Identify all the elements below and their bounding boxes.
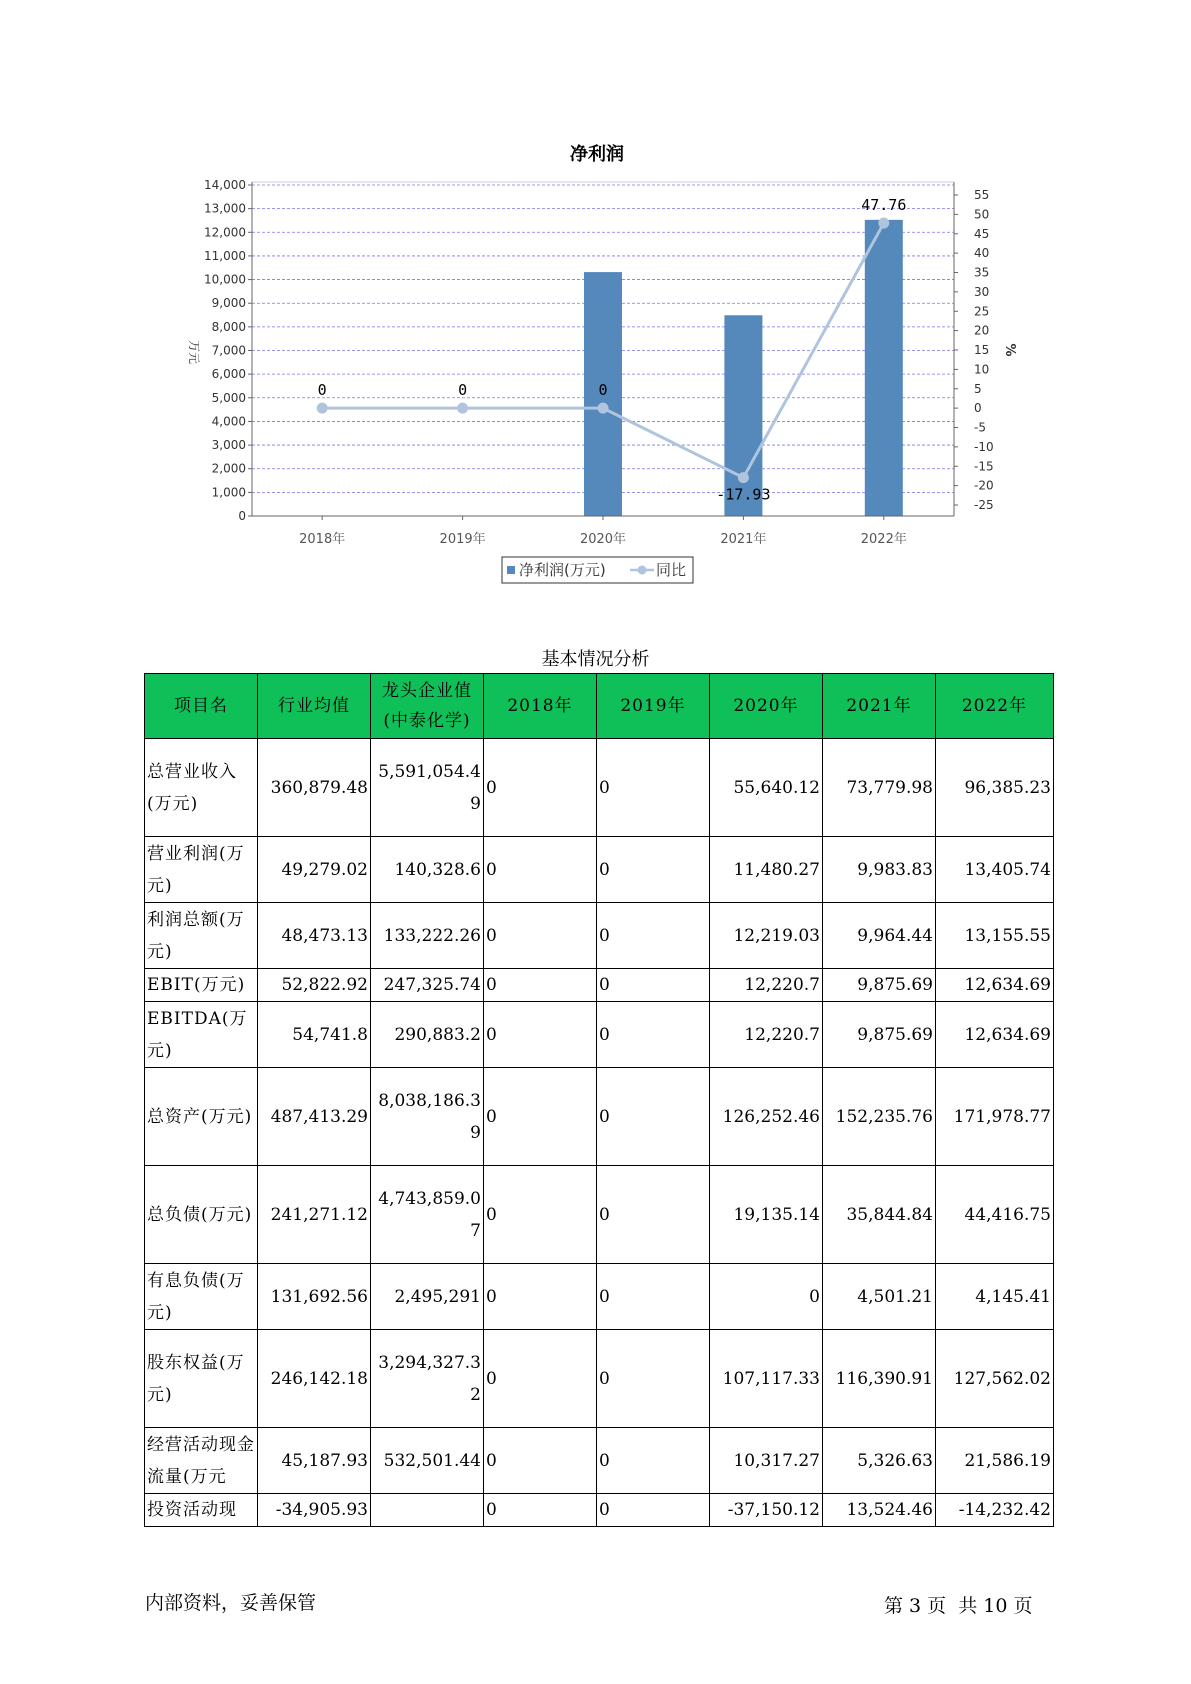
table-cell: 35,844.84 xyxy=(823,1166,936,1264)
y-tick-label: 1,000 xyxy=(211,485,246,500)
y-tick-label: 14,000 xyxy=(204,178,246,192)
y2-tick-label: -25 xyxy=(974,498,994,512)
table-cell: 12,220.7 xyxy=(710,1002,823,1068)
table-cell xyxy=(371,1494,484,1527)
y2-tick-label: 15 xyxy=(974,343,990,357)
table-cell: 54,741.8 xyxy=(258,1002,371,1068)
y-tick-label: 9,000 xyxy=(211,296,246,311)
table-cell: 0 xyxy=(597,1068,710,1166)
table-cell: 126,252.46 xyxy=(710,1068,823,1166)
y-tick-label: 12,000 xyxy=(204,225,246,240)
table-cell: 290,883.2 xyxy=(371,1002,484,1068)
table-cell: 133,222.26 xyxy=(371,903,484,969)
chart-title: 净利润 xyxy=(570,144,624,165)
yoy-data-label: 0 xyxy=(317,381,327,400)
table-cell: 107,117.33 xyxy=(710,1330,823,1428)
table-cell: 52,822.92 xyxy=(258,969,371,1002)
table-cell: 0 xyxy=(597,1166,710,1264)
y-tick-label: 8,000 xyxy=(211,319,246,334)
table-cell: 49,279.02 xyxy=(258,837,371,903)
table-cell: 0 xyxy=(484,1264,597,1330)
row-label-cell: 有息负债(万元) xyxy=(145,1264,258,1330)
table-row xyxy=(145,1002,1054,1068)
table-cell: 0 xyxy=(597,1002,710,1068)
table-cell: 48,473.13 xyxy=(258,903,371,969)
table-cell: 4,501.21 xyxy=(823,1264,936,1330)
yoy-data-label: 0 xyxy=(598,381,608,400)
table-cell: 0 xyxy=(484,1330,597,1428)
y2-tick-label: 40 xyxy=(974,246,990,261)
table-header-cell: 2020年 xyxy=(710,674,823,739)
table-cell: 12,634.69 xyxy=(936,1002,1054,1068)
y2-tick-label: -10 xyxy=(974,439,994,454)
y-tick-label: 5,000 xyxy=(211,390,246,405)
table-header-cell: 2018年 xyxy=(484,674,597,739)
row-label-cell: 股东权益(万元) xyxy=(145,1330,258,1428)
table-cell: 0 xyxy=(597,1264,710,1330)
y2-axis-title: % xyxy=(1002,343,1017,357)
row-label-cell: 投资活动现 xyxy=(145,1494,258,1527)
table-cell: 10,317.27 xyxy=(710,1428,823,1494)
table-cell: 13,405.74 xyxy=(936,837,1054,903)
table-cell: 360,879.48 xyxy=(258,739,371,837)
table-cell: 45,187.93 xyxy=(258,1428,371,1494)
table-cell: 0 xyxy=(597,903,710,969)
y-axis-title: 万元 xyxy=(187,339,201,365)
table-cell: 13,524.46 xyxy=(823,1494,936,1527)
table-cell: 0 xyxy=(484,969,597,1002)
table-header-cell: 项目名 xyxy=(145,674,258,739)
table-cell: 4,145.41 xyxy=(936,1264,1054,1330)
table-cell: 9,875.69 xyxy=(823,969,936,1002)
legend-line-label: 同比 xyxy=(656,561,687,579)
table-cell: 9,875.69 xyxy=(823,1002,936,1068)
table-cell: 12,219.03 xyxy=(710,903,823,969)
table-cell: 0 xyxy=(597,969,710,1002)
x-tick-label: 2018年 xyxy=(299,532,346,547)
y2-tick-label: 25 xyxy=(974,304,990,319)
table-cell: -14,232.42 xyxy=(936,1494,1054,1527)
legend-line-marker xyxy=(638,566,647,575)
table-cell: 127,562.02 xyxy=(936,1330,1054,1428)
table-cell: 116,390.91 xyxy=(823,1330,936,1428)
y-tick-label: 4,000 xyxy=(211,414,246,429)
table-row xyxy=(145,903,1054,969)
y-tick-label: 6,000 xyxy=(211,367,246,382)
table-cell: -34,905.93 xyxy=(258,1494,371,1527)
table-header-cell: 2019年 xyxy=(597,674,710,739)
table-row xyxy=(145,969,1054,1002)
table-cell: 55,640.12 xyxy=(710,739,823,837)
row-label-cell: 总资产(万元) xyxy=(145,1068,258,1166)
y2-tick-label: 45 xyxy=(974,226,990,241)
y2-tick-label: 20 xyxy=(974,323,990,338)
table-header-cell: 2021年 xyxy=(823,674,936,739)
row-label-cell: 总营业收入(万元) xyxy=(145,739,258,837)
y-tick-label: 13,000 xyxy=(204,201,246,216)
table-caption: 基本情况分析 xyxy=(541,649,650,670)
footer-confidential: 内部资料，妥善保管 xyxy=(145,1592,317,1614)
table-header-cell: 龙头企业值(中泰化学) xyxy=(371,674,484,739)
table-cell: 0 xyxy=(484,1494,597,1527)
table-row xyxy=(145,1494,1054,1527)
table-cell: 0 xyxy=(710,1264,823,1330)
table-row xyxy=(145,1068,1054,1166)
table-body xyxy=(145,739,1054,1527)
table-cell: 73,779.98 xyxy=(823,739,936,837)
y2-tick-label: 35 xyxy=(974,265,990,280)
table-row xyxy=(145,1264,1054,1330)
x-tick-label: 2020年 xyxy=(579,532,627,547)
table-cell: 0 xyxy=(484,1002,597,1068)
table-cell: 0 xyxy=(597,739,710,837)
table-cell: 487,413.29 xyxy=(258,1068,371,1166)
row-label-cell: 总负债(万元) xyxy=(145,1166,258,1264)
table-cell: 12,220.7 xyxy=(710,969,823,1002)
yoy-data-label: 47.76 xyxy=(861,196,907,215)
table-cell: 171,978.77 xyxy=(936,1068,1054,1166)
yoy-point xyxy=(598,403,609,414)
y2-tick-label: 5 xyxy=(974,381,982,396)
basic-analysis-table xyxy=(144,673,1054,1527)
row-label-cell: 经营活动现金流量(万元 xyxy=(145,1428,258,1494)
table-cell: 0 xyxy=(597,1494,710,1527)
y-tick-label: 11,000 xyxy=(204,248,246,263)
table-cell: -37,150.12 xyxy=(710,1494,823,1527)
table-cell: 131,692.56 xyxy=(258,1264,371,1330)
x-tick-label: 2021年 xyxy=(720,532,767,547)
y2-tick-label: 0 xyxy=(974,401,982,416)
y-tick-label: 7,000 xyxy=(211,343,246,358)
row-label-cell: 营业利润(万元) xyxy=(145,837,258,903)
table-cell: 4,743,859.07 xyxy=(371,1166,484,1264)
table-row xyxy=(145,1166,1054,1264)
yoy-point xyxy=(457,403,468,414)
bar-series xyxy=(584,220,903,516)
yoy-point xyxy=(738,472,749,483)
table-cell: 9,983.83 xyxy=(823,837,936,903)
net-profit-bar xyxy=(865,220,903,516)
row-label-cell: EBIT(万元) xyxy=(145,969,258,1002)
table-header-row xyxy=(145,674,1054,739)
table-cell: 5,326.63 xyxy=(823,1428,936,1494)
y2-tick-label: 30 xyxy=(974,284,990,299)
table-header-cell: 行业均值 xyxy=(258,674,371,739)
table-cell: 9,964.44 xyxy=(823,903,936,969)
table-cell: 19,135.14 xyxy=(710,1166,823,1264)
table-cell: 3,294,327.32 xyxy=(371,1330,484,1428)
y-tick-label: 3,000 xyxy=(211,438,246,453)
table-cell: 152,235.76 xyxy=(823,1068,936,1166)
table-cell: 0 xyxy=(484,1166,597,1264)
table-cell: 0 xyxy=(484,903,597,969)
table-cell: 96,385.23 xyxy=(936,739,1054,837)
y2-tick-label: 50 xyxy=(974,207,990,222)
yoy-data-label: -17.93 xyxy=(716,485,771,504)
table-row xyxy=(145,1428,1054,1494)
y2-tick-label: -20 xyxy=(974,478,994,493)
footer-page-number: 第 3 页 共 10 页 xyxy=(884,1595,1033,1617)
yoy-data-label: 0 xyxy=(458,381,468,400)
table-cell: 140,328.6 xyxy=(371,837,484,903)
table-cell: 44,416.75 xyxy=(936,1166,1054,1264)
y-tick-label: 2,000 xyxy=(211,461,246,476)
table-cell: 2,495,291 xyxy=(371,1264,484,1330)
table-cell: 0 xyxy=(484,739,597,837)
chart-legend xyxy=(502,557,693,583)
table-cell: 246,142.18 xyxy=(258,1330,371,1428)
table-cell: 0 xyxy=(597,1428,710,1494)
table-row xyxy=(145,837,1054,903)
table-cell: 0 xyxy=(484,1068,597,1166)
table-cell: 241,271.12 xyxy=(258,1166,371,1264)
table-cell: 13,155.55 xyxy=(936,903,1054,969)
table-row xyxy=(145,739,1054,837)
net-profit-chart xyxy=(0,0,1191,600)
x-tick-label: 2022年 xyxy=(860,532,907,547)
table-cell: 8,038,186.39 xyxy=(371,1068,484,1166)
y2-tick-label: 10 xyxy=(974,362,990,377)
y-tick-label: 0 xyxy=(238,509,246,523)
row-label-cell: EBITDA(万元) xyxy=(145,1002,258,1068)
table-cell: 0 xyxy=(597,1330,710,1428)
y2-tick-label: -5 xyxy=(974,420,986,435)
yoy-point xyxy=(878,218,889,229)
table-cell: 11,480.27 xyxy=(710,837,823,903)
table-row xyxy=(145,1330,1054,1428)
y2-tick-label: -15 xyxy=(974,459,994,474)
table-cell: 247,325.74 xyxy=(371,969,484,1002)
y-tick-label: 10,000 xyxy=(204,272,246,287)
table-cell: 0 xyxy=(597,837,710,903)
y2-tick-label: 55 xyxy=(974,188,990,202)
row-label-cell: 利润总额(万元) xyxy=(145,903,258,969)
table-cell: 532,501.44 xyxy=(371,1428,484,1494)
table-cell: 12,634.69 xyxy=(936,969,1054,1002)
table-cell: 21,586.19 xyxy=(936,1428,1054,1494)
table-cell: 0 xyxy=(484,837,597,903)
table-cell: 0 xyxy=(484,1428,597,1494)
table-header-cell: 2022年 xyxy=(936,674,1054,739)
legend-bar-label: 净利润(万元) xyxy=(519,561,606,579)
yoy-point xyxy=(317,403,328,414)
table-cell: 5,591,054.49 xyxy=(371,739,484,837)
x-tick-label: 2019年 xyxy=(439,532,486,547)
legend-bar-swatch xyxy=(507,566,515,574)
